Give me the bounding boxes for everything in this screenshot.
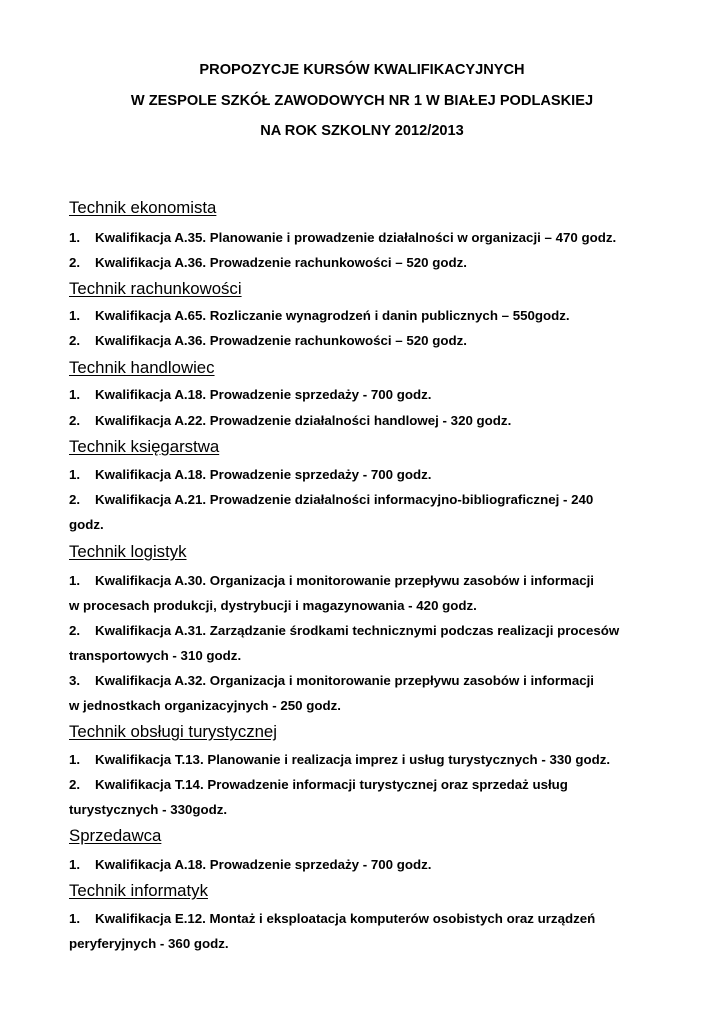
list-item: [69, 856, 431, 873]
list-item-text: Kwalifikacja A.32. Organizacja i monitorowanie przepływu zasobów i informacji: [95, 673, 595, 688]
list-item-text: Kwalifikacja A.35. Planowanie i prowadzenie działalności w organizacji – 470 godz.: [95, 230, 617, 245]
list-item-text: Kwalifikacja A.30. Organizacja i monitorowanie przepływu zasobów i informacji: [95, 573, 595, 588]
list-item-continuation: w procesach produkcji, dystrybucji i magazynowania - 420 godz.: [69, 598, 477, 613]
list-item: [69, 672, 594, 689]
list-item: [69, 622, 619, 639]
section-heading-sprzedawca: Sprzedawca: [69, 826, 162, 845]
list-item-continuation: w jednostkach organizacyjnych - 250 godz.: [69, 698, 341, 713]
page-title-line-1: PROPOZYCJE KURSÓW KWALIFIKACYJNYCH: [199, 62, 525, 78]
list-item-number: 1.: [69, 308, 81, 323]
list-item-number: 1.: [69, 467, 81, 482]
list-item-number: 2.: [69, 255, 81, 270]
list-item-text: Kwalifikacja A.31. Zarządzanie środkami technicznymi podczas realizacji procesów: [95, 623, 620, 638]
section-heading-technik-obslugi-turystycznej: Technik obsługi turystycznej: [69, 722, 277, 741]
list-item: [69, 491, 593, 508]
list-item-number: 1.: [69, 230, 81, 245]
list-item: [69, 254, 467, 271]
list-item-text: Kwalifikacja A.36. Prowadzenie rachunkowości – 520 godz.: [95, 255, 467, 270]
list-item-text: Kwalifikacja A.18. Prowadzenie sprzedaży - 700 godz.: [95, 387, 432, 402]
list-item-continuation: transportowych - 310 godz.: [69, 648, 242, 663]
list-item-number: 2.: [69, 413, 81, 428]
list-item: [69, 229, 616, 246]
list-item-number: 1.: [69, 387, 81, 402]
list-item-text: Kwalifikacja T.14. Prowadzenie informacji turystycznej oraz sprzedaż usług: [95, 777, 568, 792]
list-item-number: 2.: [69, 492, 81, 507]
list-item: [69, 386, 431, 403]
list-item-number: 2.: [69, 777, 81, 792]
list-item: [69, 307, 570, 324]
list-item-number: 2.: [69, 623, 81, 638]
list-item-number: 1.: [69, 752, 81, 767]
list-item-text: Kwalifikacja A.65. Rozliczanie wynagrodzeń i danin publicznych – 550godz.: [95, 308, 570, 323]
list-item: [69, 332, 467, 349]
list-item-text: Kwalifikacja T.13. Planowanie i realizacja imprez i usług turystycznych - 330 godz.: [95, 752, 611, 767]
section-heading-technik-ksiegarstwa: Technik księgarstwa: [69, 437, 220, 456]
list-item-number: 2.: [69, 333, 81, 348]
list-item-text: Kwalifikacja A.21. Prowadzenie działalności informacyjno-bibliograficznej - 240: [95, 492, 594, 507]
list-item-number: 1.: [69, 573, 81, 588]
page-title-line-2: W ZESPOLE SZKÓŁ ZAWODOWYCH NR 1 W BIAŁEJ PODLASKIEJ: [130, 93, 594, 109]
list-item: [69, 412, 511, 429]
list-item-text: Kwalifikacja A.36. Prowadzenie rachunkowości – 520 godz.: [95, 333, 467, 348]
page-title-line-3: NA ROK SZKOLNY 2012/2013: [260, 123, 464, 139]
list-item: [69, 776, 568, 793]
list-item-continuation: godz.: [69, 517, 104, 532]
list-item: [69, 572, 594, 589]
list-item-text: Kwalifikacja E.12. Montaż i eksploatacja komputerów osobistych oraz urządzeń: [95, 911, 596, 926]
list-item: [69, 910, 595, 927]
list-item: [69, 466, 431, 483]
section-heading-technik-logistyk: Technik logistyk: [69, 542, 187, 561]
list-item-text: Kwalifikacja A.18. Prowadzenie sprzedaży - 700 godz.: [95, 857, 432, 872]
section-heading-technik-rachunkowosci: Technik rachunkowości: [69, 279, 242, 298]
list-item-number: 1.: [69, 857, 81, 872]
section-heading-technik-handlowiec: Technik handlowiec: [69, 358, 215, 377]
section-heading-technik-ekonomista: Technik ekonomista: [69, 198, 217, 217]
list-item-text: Kwalifikacja A.18. Prowadzenie sprzedaży - 700 godz.: [95, 467, 432, 482]
list-item-text: Kwalifikacja A.22. Prowadzenie działalności handlowej - 320 godz.: [95, 413, 512, 428]
section-heading-technik-informatyk: Technik informatyk: [69, 881, 208, 900]
list-item-number: 3.: [69, 673, 81, 688]
list-item-continuation: turystycznych - 330godz.: [69, 802, 228, 817]
list-item-number: 1.: [69, 911, 81, 926]
list-item: [69, 751, 610, 768]
list-item-continuation: peryferyjnych - 360 godz.: [69, 936, 229, 951]
